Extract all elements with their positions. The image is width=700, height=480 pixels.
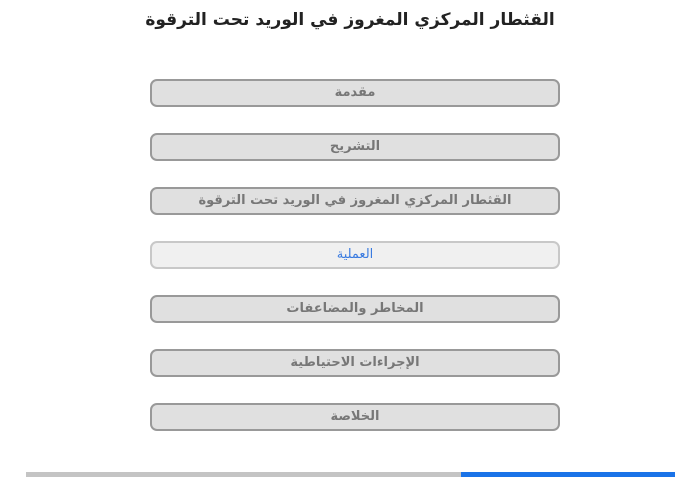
progress-bar-fill (461, 472, 675, 477)
menu-item-risks-complications[interactable]: المخاطر والمضاعفات (150, 295, 560, 323)
menu-item-anatomy[interactable]: التشريح (150, 133, 560, 161)
menu-item-subclavian-catheter[interactable]: القثطار المركزي المغروز في الوريد تحت الترقوة (150, 187, 560, 215)
chapter-menu (150, 79, 560, 457)
menu-item-summary[interactable]: الخلاصة (150, 403, 560, 431)
page-title: القثطار المركزي المغروز في الوريد تحت الترقوة (145, 10, 555, 30)
menu-item-introduction[interactable]: مقدمة (150, 79, 560, 107)
menu-item-procedure[interactable]: العملية (150, 241, 560, 269)
progress-bar (26, 472, 675, 477)
menu-item-precautions[interactable]: الإجراءات الاحتياطية (150, 349, 560, 377)
